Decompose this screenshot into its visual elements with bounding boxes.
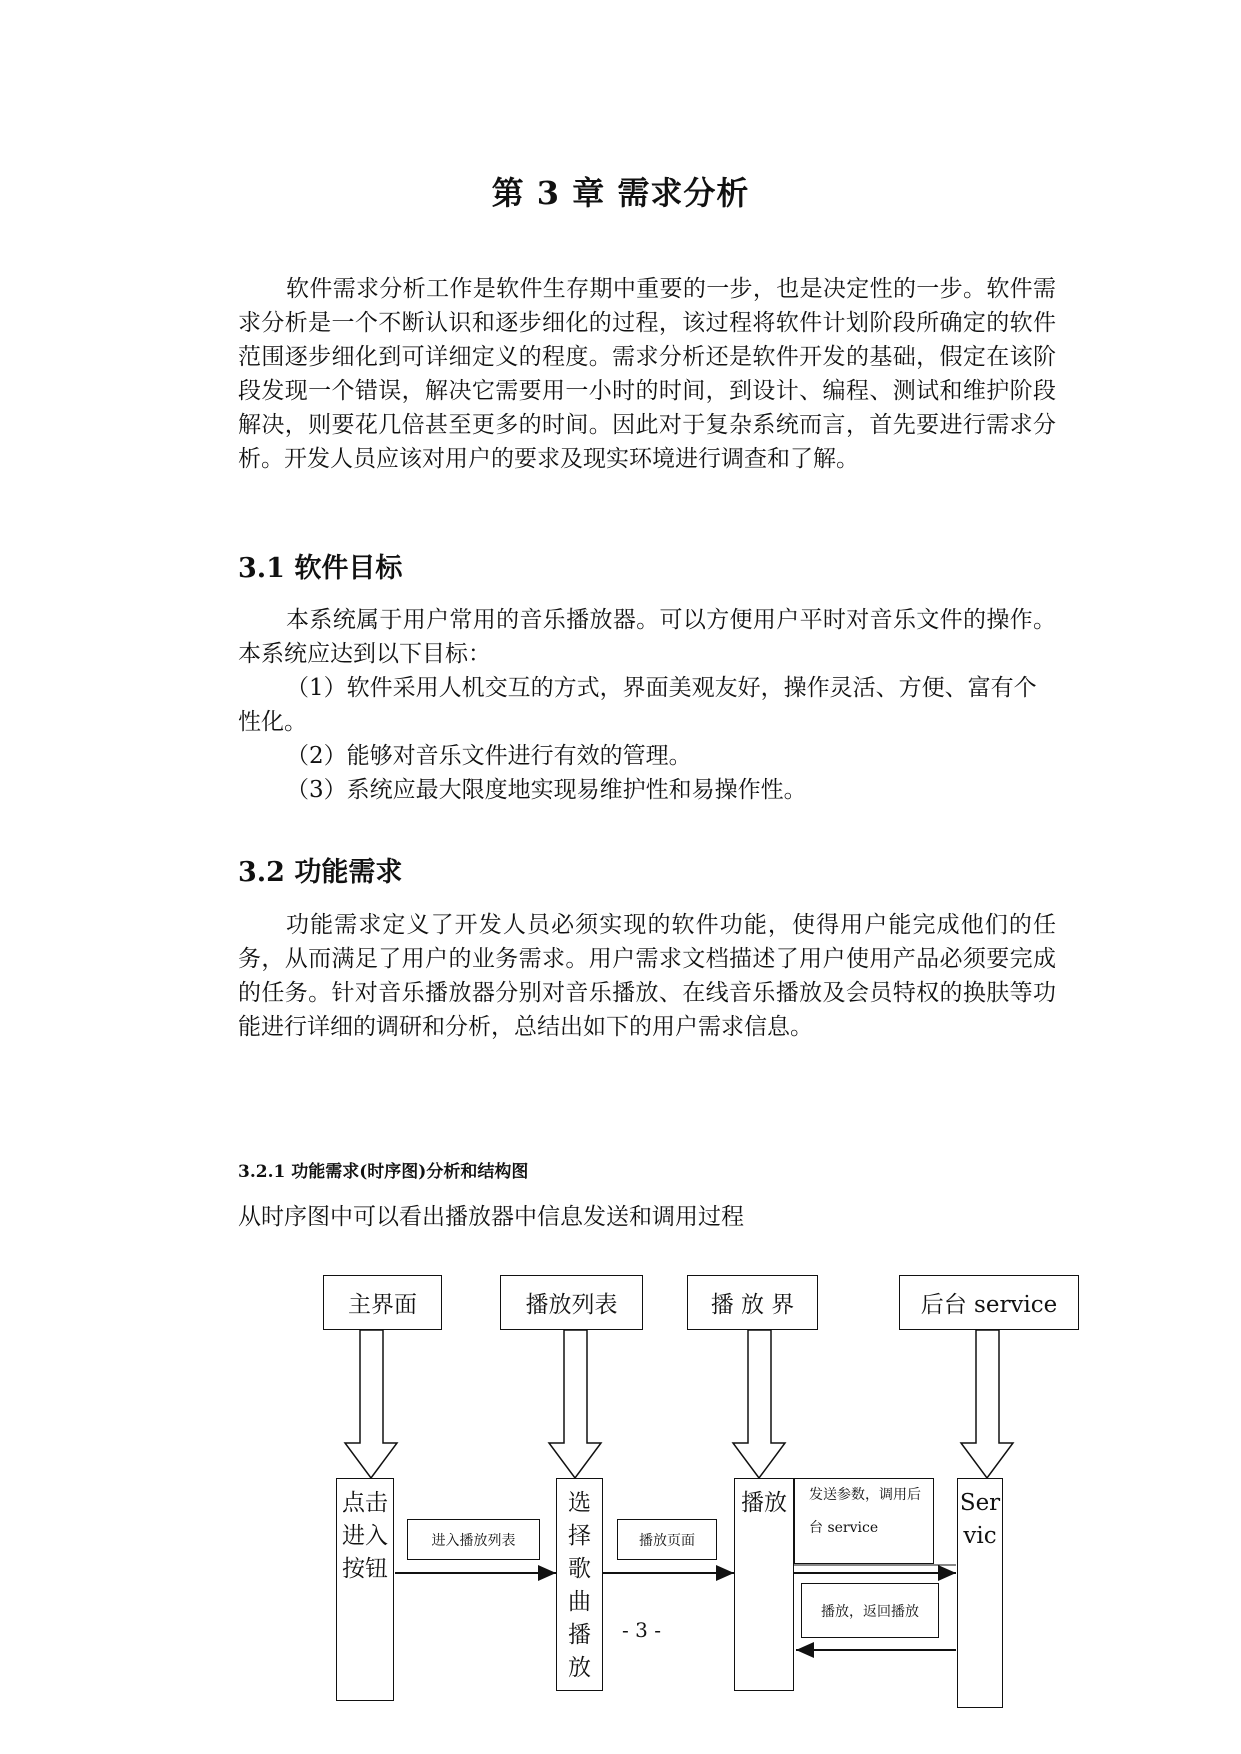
lifeline-arrow-3: [733, 1330, 785, 1478]
message-label-play-page: 播放页面: [617, 1519, 717, 1560]
page-number: - 3 -: [622, 1618, 661, 1642]
message-label-enter-playlist: 进入播放列表: [407, 1519, 540, 1560]
section-3-2-1-heading: 3.2.1 功能需求(时序图)分析和结构图: [238, 1162, 529, 1182]
goal-item-3: （3）系统应最大限度地实现易维护性和易操作性。: [286, 777, 807, 803]
lifeline-service: 后台 service: [899, 1275, 1079, 1330]
section-3-1-heading: 3.1 软件目标: [238, 553, 403, 584]
goal-item-2: （2）能够对音乐文件进行有效的管理。: [286, 743, 692, 769]
diagram-caption: 从时序图中可以看出播放器中信息发送和调用过程: [238, 1204, 744, 1230]
lifeline-player-ui: 播 放 界: [687, 1275, 818, 1330]
goal-item-1: （1）软件采用人机交互的方式，界面美观友好，操作灵活、方便、富有个性化。: [238, 675, 1037, 735]
lifeline-arrow-4: [961, 1330, 1013, 1478]
message-label-send-params: 发送参数，调用后台 service: [794, 1478, 934, 1564]
section-3-2-heading: 3.2 功能需求: [238, 857, 403, 888]
activation-click-enter: 点击进入按钮: [336, 1478, 394, 1701]
lifeline-playlist: 播放列表: [500, 1275, 643, 1330]
lifeline-arrow-2: [549, 1330, 601, 1478]
lifeline-arrow-1: [345, 1330, 397, 1478]
activation-select-song: 选择歌曲播放: [556, 1478, 603, 1691]
message-label-return-play: 播放，返回播放: [801, 1583, 939, 1638]
activation-service: Servic: [957, 1478, 1003, 1708]
activation-play: 播放: [734, 1478, 794, 1691]
section-3-2-paragraph: 功能需求定义了开发人员必须实现的软件功能，使得用户能完成他们的任务，从而满足了用户的业务需求。用户需求文档描述了用户使用产品必须要完成的任务。针对音乐播放器分别对音乐播放、在线音乐播放及会员特权的换肤等功能进行详细的调研和分析，总结出如下的用户需求信息。: [238, 912, 1056, 1040]
lifeline-main-ui: 主界面: [323, 1275, 442, 1330]
intro-paragraph: 软件需求分析工作是软件生存期中重要的一步，也是决定性的一步。软件需求分析是一个不断认识和逐步细化的过程，该过程将软件计划阶段所确定的软件范围逐步细化到可详细定义的程度。需求分析还是软件开发的基础，假定在该阶段发现一个错误，解决它需要用一小时的时间，到设计、编程、测试和维护阶段解决，则要花几倍甚至更多的时间。因此对于复杂系统而言，首先要进行需求分析。开发人员应该对用户的要求及现实环境进行调查和了解。: [238, 276, 1056, 472]
section-3-1-paragraph: 本系统属于用户常用的音乐播放器。可以方便用户平时对音乐文件的操作。本系统应达到以下目标：: [238, 607, 1056, 667]
chapter-title: 第 3 章 需求分析: [491, 174, 750, 212]
